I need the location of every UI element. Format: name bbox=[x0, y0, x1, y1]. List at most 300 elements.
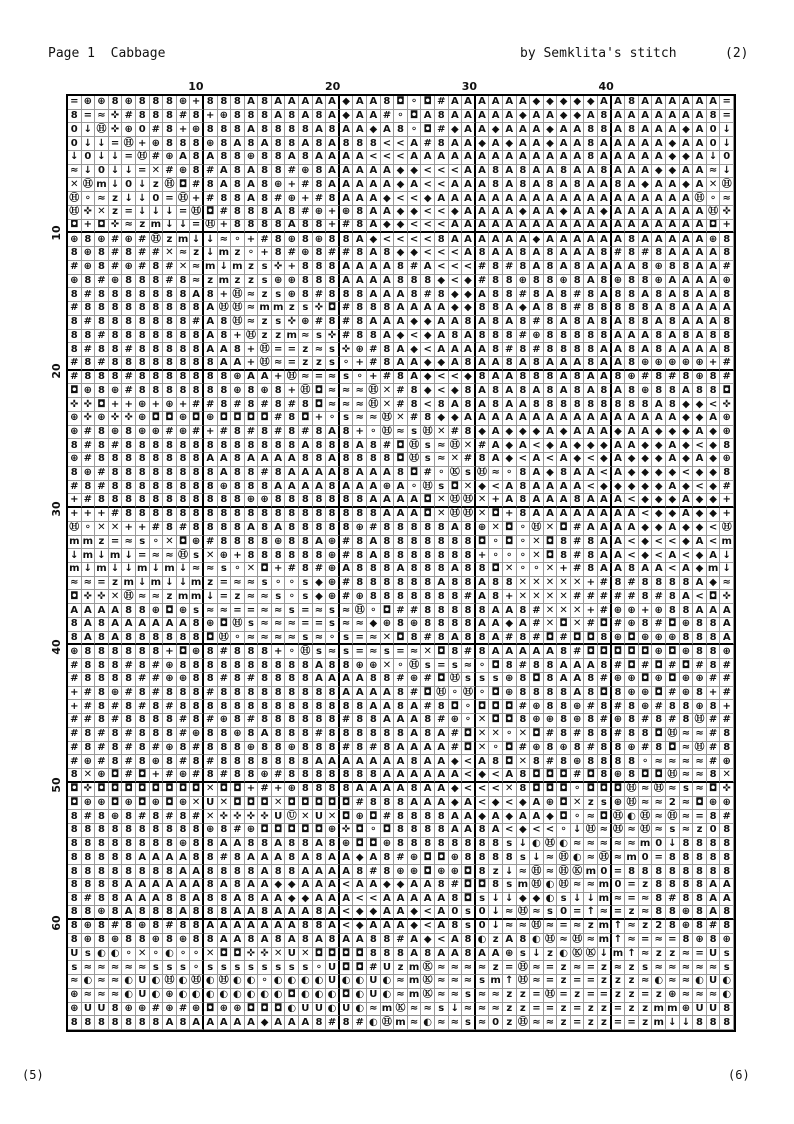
chart-cell: 8 bbox=[204, 123, 218, 137]
chart-cell: 8 bbox=[95, 343, 109, 357]
chart-cell: 8 bbox=[381, 948, 395, 962]
chart-cell: A bbox=[367, 165, 381, 179]
chart-cell: 8 bbox=[285, 549, 299, 563]
chart-cell: 8 bbox=[381, 577, 395, 591]
chart-cell: ✕ bbox=[544, 604, 558, 618]
chart-cell: ◘ bbox=[109, 797, 123, 811]
chart-cell: A bbox=[435, 577, 449, 591]
chart-cell: A bbox=[598, 233, 612, 247]
chart-cell: # bbox=[177, 728, 191, 742]
chart-cell: A bbox=[435, 783, 449, 797]
chart-cell: A bbox=[530, 151, 544, 165]
chart-cell: ⚬ bbox=[517, 522, 531, 536]
chart-cell: ◐ bbox=[557, 948, 571, 962]
chart-cell: # bbox=[530, 343, 544, 357]
chart-cell: z bbox=[258, 288, 272, 302]
chart-cell: 8 bbox=[313, 549, 327, 563]
chart-cell: 8 bbox=[625, 275, 639, 289]
chart-cell: A bbox=[612, 357, 626, 371]
chart-cell: ◆ bbox=[367, 233, 381, 247]
chart-cell: ⊕ bbox=[353, 590, 367, 604]
chart-cell: z bbox=[190, 247, 204, 261]
chart-cell: # bbox=[707, 742, 721, 756]
chart-cell: ≈ bbox=[489, 467, 503, 481]
chart-cell: 8 bbox=[489, 302, 503, 316]
chart-cell: 8 bbox=[218, 865, 232, 879]
chart-cell: ◘ bbox=[231, 948, 245, 962]
chart-cell: A bbox=[381, 261, 395, 275]
chart-cell: A bbox=[177, 879, 191, 893]
chart-cell: 8 bbox=[421, 522, 435, 536]
chart-cell: < bbox=[462, 783, 476, 797]
chart-cell: # bbox=[353, 1016, 367, 1030]
chart-cell: A bbox=[326, 865, 340, 879]
chart-cell: A bbox=[421, 151, 435, 165]
chart-cell: 8 bbox=[353, 742, 367, 756]
chart-cell: 0 bbox=[136, 123, 150, 137]
chart-cell: Ⓗ bbox=[299, 645, 313, 659]
chart-cell: # bbox=[707, 755, 721, 769]
chart-cell: 8 bbox=[720, 742, 734, 756]
chart-cell: ◘ bbox=[625, 632, 639, 646]
chart-cell: 8 bbox=[204, 906, 218, 920]
chart-cell: A bbox=[245, 920, 259, 934]
chart-cell: z bbox=[163, 590, 177, 604]
chart-cell: 8 bbox=[150, 906, 164, 920]
chart-cell: ◆ bbox=[503, 137, 517, 151]
chart-cell: ◆ bbox=[449, 288, 463, 302]
chart-cell: 8 bbox=[150, 700, 164, 714]
chart-cell: A bbox=[503, 481, 517, 495]
chart-cell: Ⓗ bbox=[571, 934, 585, 948]
chart-cell: ≈ bbox=[285, 618, 299, 632]
footer-right-page-ref: (6) bbox=[728, 1068, 750, 1082]
chart-cell: A bbox=[571, 426, 585, 440]
chart-cell: ✜ bbox=[313, 302, 327, 316]
chart-cell: ◘ bbox=[394, 453, 408, 467]
chart-cell: 8 bbox=[544, 275, 558, 289]
chart-cell: ⊕ bbox=[666, 357, 680, 371]
chart-cell: 8 bbox=[612, 288, 626, 302]
chart-cell: ⊕ bbox=[652, 604, 666, 618]
chart-cell: 8 bbox=[190, 906, 204, 920]
chart-cell: ≈ bbox=[449, 961, 463, 975]
chart-cell: 8 bbox=[136, 934, 150, 948]
chart-cell: 8 bbox=[272, 934, 286, 948]
chart-cell: 8 bbox=[408, 824, 422, 838]
chart-cell: A bbox=[489, 96, 503, 110]
chart-cell: A bbox=[218, 178, 232, 192]
chart-cell: 8 bbox=[245, 728, 259, 742]
chart-cell: Ⓗ bbox=[231, 302, 245, 316]
chart-cell: A bbox=[462, 192, 476, 206]
chart-cell: ⊕ bbox=[693, 934, 707, 948]
chart-cell: ⊕ bbox=[503, 687, 517, 701]
chart-cell: 8 bbox=[177, 632, 191, 646]
chart-cell: ≈ bbox=[136, 961, 150, 975]
chart-cell: A bbox=[218, 1016, 232, 1030]
chart-cell: ◆ bbox=[462, 288, 476, 302]
chart-cell: ◐ bbox=[299, 989, 313, 1003]
chart-cell: ≈ bbox=[435, 1016, 449, 1030]
chart-cell: A bbox=[340, 275, 354, 289]
chart-cell: 8 bbox=[163, 357, 177, 371]
chart-cell: ⚬ bbox=[272, 577, 286, 591]
chart-cell: 8 bbox=[353, 563, 367, 577]
chart-cell: A bbox=[136, 893, 150, 907]
chart-cell: A bbox=[625, 426, 639, 440]
chart-cell: ✕ bbox=[476, 742, 490, 756]
chart-cell: ◘ bbox=[150, 412, 164, 426]
chart-cell: 8 bbox=[449, 549, 463, 563]
chart-cell: ⊕ bbox=[720, 275, 734, 289]
chart-cell: A bbox=[612, 220, 626, 234]
chart-cell: 8 bbox=[353, 508, 367, 522]
chart-cell: A bbox=[503, 494, 517, 508]
chart-cell: # bbox=[598, 577, 612, 591]
chart-cell: # bbox=[340, 742, 354, 756]
chart-cell: 8 bbox=[720, 233, 734, 247]
chart-cell: 8 bbox=[231, 165, 245, 179]
chart-cell: 8 bbox=[299, 549, 313, 563]
chart-cell: ⊕ bbox=[177, 838, 191, 852]
chart-cell: A bbox=[449, 343, 463, 357]
chart-cell: < bbox=[544, 453, 558, 467]
chart-cell: 0 bbox=[707, 137, 721, 151]
chart-cell: A bbox=[530, 261, 544, 275]
chart-cell: # bbox=[652, 590, 666, 604]
chart-cell: A bbox=[503, 316, 517, 330]
chart-cell: z bbox=[557, 1003, 571, 1017]
chart-cell: A bbox=[381, 906, 395, 920]
chart-cell: = bbox=[353, 632, 367, 646]
chart-cell: ↑ bbox=[503, 975, 517, 989]
chart-cell: # bbox=[517, 659, 531, 673]
chart-cell: + bbox=[163, 645, 177, 659]
chart-cell: m bbox=[639, 838, 653, 852]
chart-cell: ⊕ bbox=[353, 522, 367, 536]
chart-cell: 8 bbox=[598, 700, 612, 714]
chart-cell: 8 bbox=[190, 453, 204, 467]
chart-cell: 8 bbox=[204, 700, 218, 714]
chart-cell: 8 bbox=[394, 618, 408, 632]
chart-cell: A bbox=[258, 371, 272, 385]
chart-cell: A bbox=[367, 247, 381, 261]
chart-cell: # bbox=[272, 426, 286, 440]
chart-cell: s bbox=[435, 481, 449, 495]
chart-cell: A bbox=[285, 934, 299, 948]
chart-cell: 8 bbox=[517, 178, 531, 192]
chart-cell: ⊕ bbox=[680, 357, 694, 371]
chart-cell: U bbox=[340, 1003, 354, 1017]
chart-cell: A bbox=[353, 687, 367, 701]
chart-cell: s bbox=[190, 604, 204, 618]
chart-cell: 8 bbox=[285, 206, 299, 220]
chart-cell: 8 bbox=[476, 824, 490, 838]
chart-cell: 8 bbox=[95, 714, 109, 728]
row-number-label: 40 bbox=[50, 639, 63, 655]
chart-cell: A bbox=[394, 906, 408, 920]
chart-cell: 8 bbox=[163, 467, 177, 481]
chart-cell: A bbox=[584, 247, 598, 261]
chart-cell: 8 bbox=[231, 742, 245, 756]
chart-cell: m bbox=[394, 1016, 408, 1030]
chart-cell: A bbox=[612, 151, 626, 165]
chart-cell: 8 bbox=[353, 206, 367, 220]
chart-cell: 8 bbox=[258, 206, 272, 220]
chart-cell: ◐ bbox=[353, 1003, 367, 1017]
chart-cell: 8 bbox=[68, 288, 82, 302]
chart-cell: ⊕ bbox=[326, 563, 340, 577]
chart-cell: s bbox=[462, 989, 476, 1003]
chart-cell: 8 bbox=[109, 288, 123, 302]
chart-cell: # bbox=[82, 426, 96, 440]
chart-cell: 8 bbox=[150, 330, 164, 344]
chart-cell: # bbox=[639, 714, 653, 728]
chart-cell: ≈ bbox=[462, 1003, 476, 1017]
chart-cell: 8 bbox=[625, 700, 639, 714]
chart-cell: 8 bbox=[299, 508, 313, 522]
chart-cell: ◘ bbox=[598, 810, 612, 824]
chart-cell: ◆ bbox=[517, 797, 531, 811]
chart-cell: z bbox=[571, 989, 585, 1003]
chart-cell: Ⓗ bbox=[421, 426, 435, 440]
chart-cell: # bbox=[639, 742, 653, 756]
chart-cell: A bbox=[584, 316, 598, 330]
chart-cell: 8 bbox=[666, 851, 680, 865]
chart-cell: 8 bbox=[68, 920, 82, 934]
chart-cell: ⊕ bbox=[652, 357, 666, 371]
chart-cell: Ⓗ bbox=[639, 824, 653, 838]
chart-cell: A bbox=[489, 824, 503, 838]
chart-cell: A bbox=[476, 233, 490, 247]
chart-cell: ≈ bbox=[258, 618, 272, 632]
chart-cell: A bbox=[258, 851, 272, 865]
chart-cell: ⊕ bbox=[177, 934, 191, 948]
chart-cell: A bbox=[408, 494, 422, 508]
chart-cell: A bbox=[204, 316, 218, 330]
chart-cell: ≈ bbox=[462, 961, 476, 975]
chart-cell: A bbox=[666, 192, 680, 206]
chart-cell: ◘ bbox=[245, 1003, 259, 1017]
chart-cell: 8 bbox=[285, 700, 299, 714]
chart-cell: ↓ bbox=[720, 549, 734, 563]
chart-cell: 8 bbox=[652, 906, 666, 920]
chart-cell: 8 bbox=[544, 687, 558, 701]
chart-cell: 8 bbox=[340, 783, 354, 797]
chart-cell: ◐ bbox=[421, 1016, 435, 1030]
chart-cell: 8 bbox=[150, 481, 164, 495]
chart-cell: Ⓗ bbox=[381, 426, 395, 440]
chart-cell: 8 bbox=[693, 865, 707, 879]
chart-cell: ◆ bbox=[652, 165, 666, 179]
chart-cell: ✕ bbox=[299, 948, 313, 962]
chart-cell: ◘ bbox=[503, 522, 517, 536]
chart-cell: 8 bbox=[82, 275, 96, 289]
chart-cell: 8 bbox=[340, 659, 354, 673]
chart-cell: s bbox=[503, 838, 517, 852]
chart-cell: 8 bbox=[707, 330, 721, 344]
chart-cell: ✕ bbox=[476, 728, 490, 742]
chart-cell: 8 bbox=[258, 755, 272, 769]
chart-cell: ≈ bbox=[680, 755, 694, 769]
chart-cell: 8 bbox=[517, 481, 531, 495]
chart-cell: A bbox=[394, 742, 408, 756]
chart-cell: 8 bbox=[285, 412, 299, 426]
chart-cell: = bbox=[109, 536, 123, 550]
chart-cell: ≈ bbox=[625, 824, 639, 838]
chart-cell: 8 bbox=[489, 851, 503, 865]
chart-cell: 8 bbox=[598, 659, 612, 673]
chart-cell: A bbox=[381, 687, 395, 701]
chart-cell: 8 bbox=[639, 261, 653, 275]
chart-cell: 8 bbox=[720, 316, 734, 330]
chart-cell: z bbox=[489, 934, 503, 948]
chart-cell: < bbox=[449, 261, 463, 275]
chart-cell: + bbox=[584, 604, 598, 618]
chart-cell: ≈ bbox=[313, 604, 327, 618]
chart-cell: 8 bbox=[394, 577, 408, 591]
chart-cell: Ⓗ bbox=[95, 123, 109, 137]
chart-cell: # bbox=[109, 439, 123, 453]
chart-cell: 8 bbox=[693, 920, 707, 934]
chart-cell: 8 bbox=[517, 247, 531, 261]
chart-cell: 8 bbox=[408, 590, 422, 604]
chart-cell: 8 bbox=[680, 893, 694, 907]
chart-cell: 8 bbox=[476, 247, 490, 261]
row-number-label: 60 bbox=[50, 915, 63, 931]
chart-cell: A bbox=[95, 604, 109, 618]
chart-cell: A bbox=[367, 110, 381, 124]
chart-cell: 8 bbox=[272, 233, 286, 247]
chart-cell: # bbox=[68, 659, 82, 673]
chart-cell: U bbox=[707, 1003, 721, 1017]
chart-cell: 8 bbox=[313, 742, 327, 756]
chart-cell: ≈ bbox=[680, 769, 694, 783]
chart-cell: = bbox=[122, 206, 136, 220]
chart-cell: 8 bbox=[435, 604, 449, 618]
chart-cell: ⊕ bbox=[693, 357, 707, 371]
chart-cell: s bbox=[544, 906, 558, 920]
chart-cell: < bbox=[652, 549, 666, 563]
chart-cell: 8 bbox=[190, 934, 204, 948]
chart-cell: A bbox=[381, 893, 395, 907]
chart-cell: ≈ bbox=[353, 398, 367, 412]
chart-cell: ⊕ bbox=[625, 371, 639, 385]
chart-cell: z bbox=[612, 975, 626, 989]
chart-cell: A bbox=[313, 879, 327, 893]
chart-cell: A bbox=[503, 192, 517, 206]
chart-cell: 8 bbox=[163, 453, 177, 467]
chart-cell: A bbox=[313, 659, 327, 673]
chart-cell: s bbox=[639, 961, 653, 975]
chart-cell: 8 bbox=[584, 123, 598, 137]
chart-cell: Ⓗ bbox=[408, 439, 422, 453]
chart-cell: 8 bbox=[95, 645, 109, 659]
chart-cell: ⊕ bbox=[720, 412, 734, 426]
chart-cell: 8 bbox=[122, 247, 136, 261]
chart-cell: ⊕ bbox=[612, 714, 626, 728]
chart-cell: A bbox=[639, 220, 653, 234]
chart-cell: A bbox=[218, 453, 232, 467]
chart-cell: + bbox=[68, 687, 82, 701]
chart-cell: ◆ bbox=[462, 302, 476, 316]
chart-cell: 8 bbox=[285, 659, 299, 673]
chart-cell: # bbox=[68, 302, 82, 316]
chart-cell: ⊕ bbox=[204, 618, 218, 632]
chart-cell: ◆ bbox=[544, 96, 558, 110]
chart-cell: ≈ bbox=[639, 906, 653, 920]
chart-cell: ⊕ bbox=[720, 453, 734, 467]
chart-cell: A bbox=[530, 206, 544, 220]
chart-cell: A bbox=[652, 412, 666, 426]
chart-cell: # bbox=[367, 357, 381, 371]
chart-cell: 8 bbox=[639, 577, 653, 591]
chart-cell: Ⓗ bbox=[82, 178, 96, 192]
chart-cell: = bbox=[122, 151, 136, 165]
chart-cell: ≈ bbox=[340, 618, 354, 632]
chart-cell: 8 bbox=[652, 893, 666, 907]
chart-cell: ≈ bbox=[435, 453, 449, 467]
chart-cell: + bbox=[190, 96, 204, 110]
chart-cell: A bbox=[503, 371, 517, 385]
chart-cell: ⚬ bbox=[190, 948, 204, 962]
chart-cell: A bbox=[557, 192, 571, 206]
chart-cell: ◆ bbox=[421, 330, 435, 344]
chart-cell: ◆ bbox=[625, 467, 639, 481]
chart-cell: 8 bbox=[517, 261, 531, 275]
chart-cell: # bbox=[625, 577, 639, 591]
chart-cell: A bbox=[530, 192, 544, 206]
chart-cell: ↓ bbox=[720, 563, 734, 577]
chart-cell: # bbox=[598, 673, 612, 687]
chart-cell: # bbox=[462, 590, 476, 604]
chart-cell: ≈ bbox=[109, 989, 123, 1003]
chart-cell: A bbox=[340, 151, 354, 165]
chart-cell: 8 bbox=[408, 536, 422, 550]
chart-cell: ◘ bbox=[258, 797, 272, 811]
chart-cell: 8 bbox=[218, 316, 232, 330]
chart-cell: ◐ bbox=[272, 975, 286, 989]
chart-cell: < bbox=[530, 824, 544, 838]
chart-cell: # bbox=[381, 371, 395, 385]
chart-cell: ⚬ bbox=[82, 192, 96, 206]
chart-cell: A bbox=[639, 343, 653, 357]
chart-cell: A bbox=[367, 879, 381, 893]
chart-cell: A bbox=[163, 1016, 177, 1030]
chart-cell: ◐ bbox=[530, 934, 544, 948]
chart-cell: A bbox=[462, 110, 476, 124]
chart-cell: ⊕ bbox=[326, 577, 340, 591]
chart-cell: ◆ bbox=[666, 426, 680, 440]
chart-cell: m bbox=[720, 536, 734, 550]
chart-cell: # bbox=[530, 604, 544, 618]
chart-cell: ↓ bbox=[150, 563, 164, 577]
chart-cell: A bbox=[680, 343, 694, 357]
chart-cell: # bbox=[503, 632, 517, 646]
chart-cell: A bbox=[612, 439, 626, 453]
chart-cell: 8 bbox=[557, 330, 571, 344]
chart-cell: A bbox=[381, 288, 395, 302]
chart-cell: 8 bbox=[313, 769, 327, 783]
chart-cell: 8 bbox=[231, 865, 245, 879]
chart-cell: s bbox=[340, 632, 354, 646]
chart-cell: A bbox=[612, 192, 626, 206]
chart-cell: ⊕ bbox=[68, 453, 82, 467]
chart-cell: # bbox=[150, 123, 164, 137]
chart-cell: Ⓗ bbox=[598, 851, 612, 865]
chart-cell: ◘ bbox=[68, 783, 82, 797]
